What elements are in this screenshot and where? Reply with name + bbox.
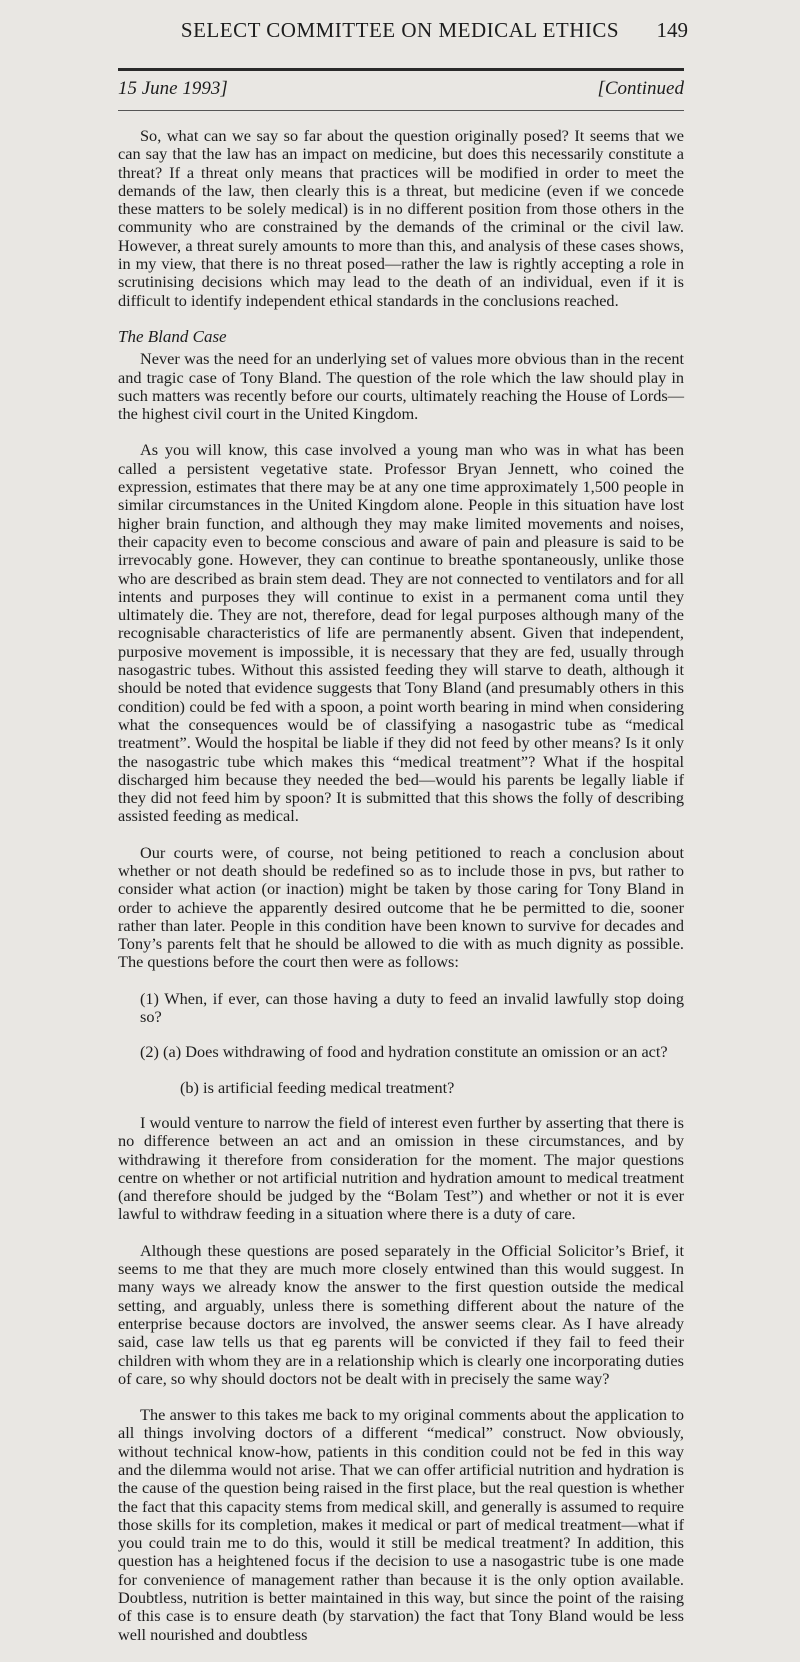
paragraph: The answer to this takes me back to my original comments about the application to all things involving doctors of a different “medical” construct. Now obviously, without technical know-how, patients in this condition could not be fed in this way and the dilemma would not arise. That we can offer artificial nutrition and hydration is the cause of the question being raised in the first place, but the real question is whether the fact that this capacity stems from medical skill, and generally is assumed to require those skills for its completion, makes it medical or part of medical treatment—what if you could train me to do this, would it still be medical treatment? In addition, this question has a heightened focus if the decision to use a nasogastric tube is one made for convenience of management rather than because it is the only option available. Doubtless, nutrition is better maintained in this way, but since the point of the raising of this case is to ensure death (by starvation) the fact that Tony Bland would be less well nourished and doubtless: [118, 1405, 684, 1644]
session-date: 15 June 1993]: [118, 78, 228, 99]
question-item: (1) When, if ever, can those having a duty to feed an invalid lawfully stop doing so?: [140, 988, 684, 1027]
continued-label: [Continued: [597, 78, 684, 99]
running-head: SELECT COMMITTEE ON MEDICAL ETHICS: [180, 18, 620, 42]
paragraph: Although these questions are posed separately in the Official Solicitor’s Brief, it seems to me that they are much more closely entwined than this would suggest. In many ways we already know the answer to the first question outside the medical setting, and arguably, unless there is something different about the nature of the enterprise because doctors are involved, the answer seems clear. As I have already said, case law tells us that eg parents will be convicted if they fail to feed their children with whom they are in a relationship which is clearly one incorporating duties of care, so why should doctors not be dealt with in precisely the same way?: [118, 1240, 684, 1388]
body-text: [118, 127, 684, 1662]
header-rule: [118, 68, 684, 71]
date-line: [118, 78, 684, 100]
question-item: (2) (a) Does withdrawing of food and hydration constitute an omission or an act?: [140, 1042, 668, 1062]
question-item: (b) is artificial feeding medical treatment?: [180, 1077, 455, 1097]
section-heading: The Bland Case: [118, 326, 227, 346]
paragraph: Our courts were, of course, not being petitioned to reach a conclusion about whether or not death should be redefined so as to include those in pvs, but rather to consider what action (or inaction) might be taken by those caring for Tony Bland in order to achieve the apparently desired outcome that he be permitted to die, sooner rather than later. People in this condition have been known to survive for decades and Tony’s parents felt that he should be allowed to die with as much dignity as possible. The questions before the court then were as follows:: [118, 842, 684, 972]
page-number: 149: [656, 18, 688, 42]
paragraph: As you will know, this case involved a young man who was in what has been called a persistent vegetative state. Professor Bryan Jennett, who coined the expression, estimates that there may be at any one time approximately 1,500 people in similar circumstances in the United Kingdom alone. People in this situation have lost higher brain function, and although they may make limited movements and noises, their capacity even to become conscious and aware of pain and pleasure is said to be irrevocably gone. However, they can continue to breathe spontaneously, unlike those who are described as brain stem dead. They are not connected to ventilators and for all intents and purposes they will continue to exist in a permanent coma until they ultimately die. They are not, therefore, dead for legal purposes although many of the recognisable characteristics of life are permanently absent. Given that independent, purposive movement is impossible, it is necessary that they are fed, usually through nasogastric tubes. Without this assisted feeding they will starve to death, although it should be noted that evidence suggests that Tony Bland (and presumably others in this condition) could be fed with a spoon, a point worth bearing in mind when considering what the consequences would be of classifying a nasogastric tube as “medical treatment”. Would the hospital be liable if they did not feed by other means? Is it only the nasogastric tube which makes this “medical treatment”? What if the hospital discharged him because they needed the bed—would his parents be legally liable if they did not feed him by spoon? It is submitted that this shows the folly of describing assisted feeding as medical.: [118, 440, 684, 826]
paragraph: Never was the need for an underlying set of values more obvious than in the recent and tragic case of Tony Bland. The question of the role which the law should play in such matters was recently before our courts, ultimately reaching the House of Lords—the highest civil court in the United Kingdom.: [118, 349, 684, 424]
date-rule: [118, 110, 684, 111]
paragraph: I would venture to narrow the field of interest even further by asserting that there is no difference between an act and an omission in these circumstances, and by withdrawing it therefore from consideration for the moment. The major questions centre on whether or not artificial nutrition and hydration amount to medical treatment (and therefore should be judged by the “Bolam Test”) and whether or not it is ever lawful to withdraw feeding in a situation where there is a duty of care.: [118, 1112, 684, 1224]
paragraph: So, what can we say so far about the question originally posed? It seems that we can say that the law has an impact on medicine, but does this necessarily constitute a threat? If a threat only means that practices will be modified in order to meet the demands of the law, then clearly this is a threat, but medicine (even if we concede these matters to be solely medical) is in no different position from those others in the community who are constrained by the demands of the criminal or the civil law. However, a threat surely amounts to more than this, and analysis of these cases shows, in my view, that there is no threat posed—rather the law is rightly accepting a role in scrutinising decisions which may lead to the death of an individual, even if it is difficult to identify independent ethical standards in the conclusions reached.: [118, 126, 684, 310]
